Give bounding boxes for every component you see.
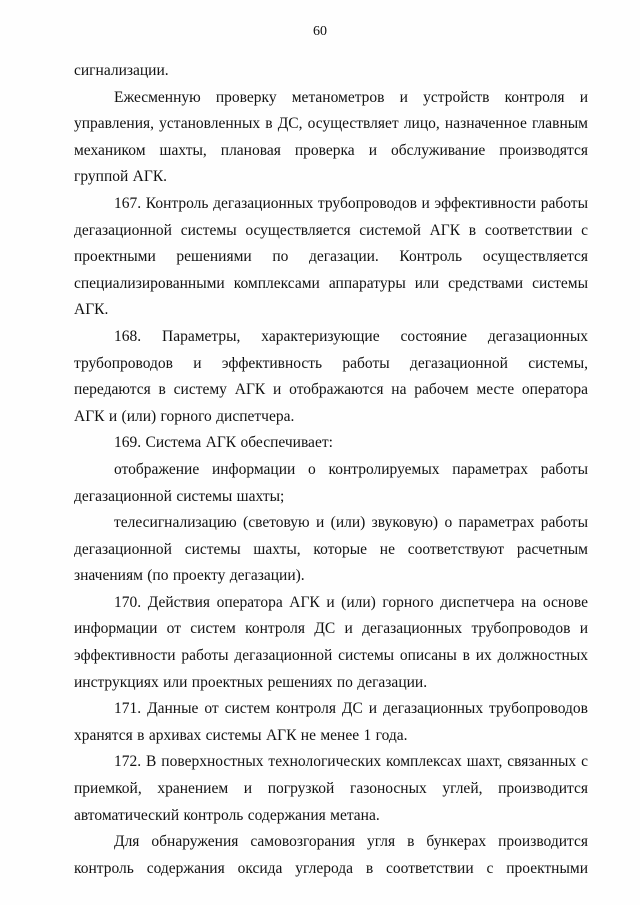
- paragraph-self-ignition: Для обнаружения самовозгорания угля в бункерах производится контроль содержания оксида углерода в соответствии с проектными: [74, 833, 588, 877]
- paragraph-172: 172. В поверхностных технологических комплексах шахт, связанных с приемкой, хранением и погрузкой газоносных углей, производится автоматический контроль содержания метана.: [74, 753, 588, 824]
- paragraph-168: 168. Параметры, характеризующие состояние дегазационных трубопроводов и эффективность работы дегазационной системы, передаются в систему АГК и отображаются на рабочем месте оператора АГК и (или) горного диспетчера.: [74, 327, 588, 425]
- paragraph-169-item-signaling: телесигнализацию (световую и (или) звуковую) о параметрах работы дегазационной системы шахты, которые не соответствуют расчетным значениям (по проекту дегазации).: [74, 514, 588, 585]
- paragraph-170: 170. Действия оператора АГК и (или) горного диспетчера на основе информации от систем контроля ДС и дегазационных трубопроводов и эффективности работы дегазационной системы описаны в их должностных инструкциях или проектных решениях по дегазации.: [74, 593, 588, 691]
- paragraph-169-item-display: отображение информации о контролируемых параметрах работы дегазационной системы шахты;: [74, 460, 588, 505]
- page-number: 60: [313, 24, 327, 39]
- document-body: [74, 58, 588, 882]
- paragraph-169: 169. Система АГК обеспечивает:: [114, 434, 333, 452]
- paragraph-continuation: сигнализации.: [74, 62, 169, 79]
- paragraph-171: 171. Данные от систем контроля ДС и дегазационных трубопроводов хранятся в архивах системы АГК не менее 1 года.: [74, 700, 588, 744]
- paragraph-shift-check: Ежесменную проверку метанометров и устройств контроля и управления, установленных в ДС, осуществляет лицо, назначенное главным механиком шахты, плановая проверка и обслуживание производятся группой АГК.: [74, 88, 588, 186]
- paragraph-167: 167. Контроль дегазационных трубопроводов и эффективности работы дегазационной системы осуществляется системой АГК в соответствии с проектными решениями по дегазации. Контроль осуществляется специализированными комплексами аппаратуры или средствами системы АГК.: [74, 194, 588, 319]
